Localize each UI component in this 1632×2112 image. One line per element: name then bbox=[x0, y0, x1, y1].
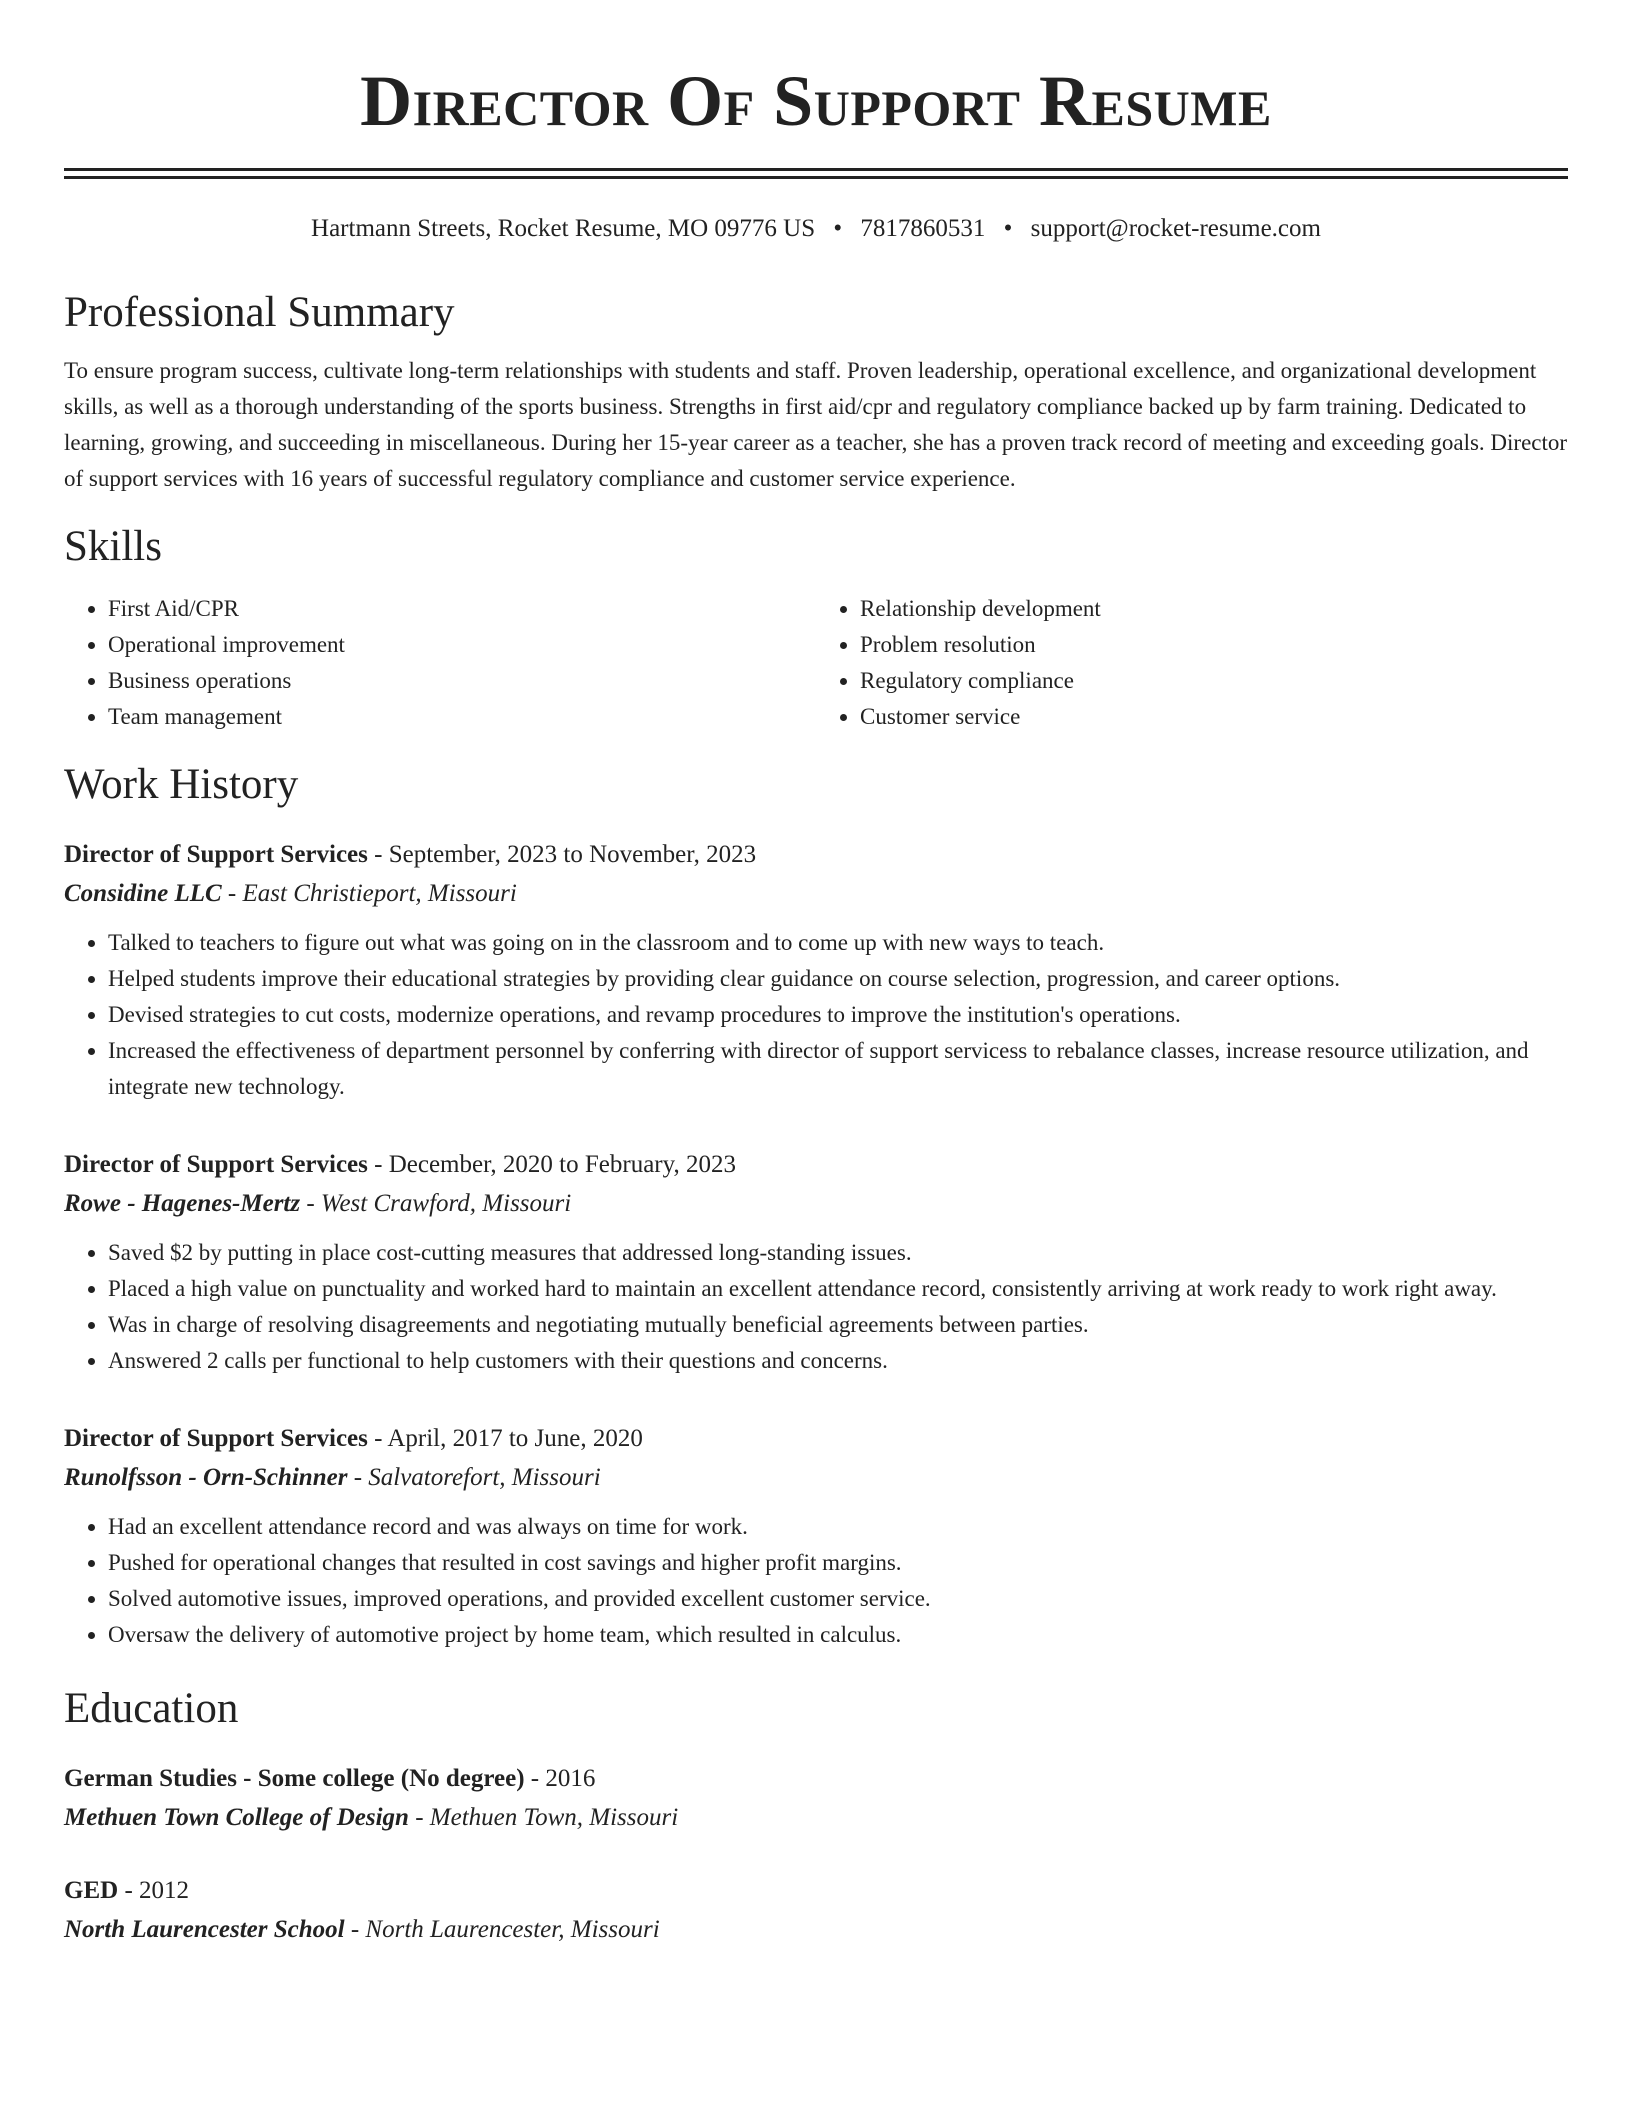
skills-left-column bbox=[64, 591, 816, 735]
skills-columns bbox=[64, 591, 1568, 735]
education-entry bbox=[64, 1871, 1568, 1949]
skill-item: • Customer service bbox=[860, 699, 1568, 735]
resume-page bbox=[64, 0, 1568, 1949]
job-bullet: • Helped students improve their educational strategies by providing clear guidance on course selection, progression, and career options. bbox=[108, 961, 1568, 997]
skill-item: • Relationship development bbox=[860, 591, 1568, 627]
job-title-line bbox=[64, 1145, 1568, 1185]
job-bullets bbox=[64, 1509, 1568, 1653]
summary-section bbox=[64, 285, 1568, 497]
job-entry bbox=[64, 835, 1568, 1105]
job-title: Director of Support Services bbox=[64, 841, 368, 868]
job-entry bbox=[64, 1145, 1568, 1379]
job-company-line bbox=[64, 1459, 1568, 1497]
job-location: - Salvatorefort, Missouri bbox=[347, 1464, 601, 1491]
job-bullet: • Increased the effectiveness of department personnel by conferring with director of support servicess to rebalance classes, increase resource utilization, and integrate new technology. bbox=[108, 1033, 1568, 1105]
job-company: Rowe - Hagenes-Mertz bbox=[64, 1190, 301, 1217]
summary-text: To ensure program success, cultivate long-term relationships with students and staff. Proven leadership, operational excellence, and organizational development skills, as well as a thorough understanding of the sports business. Strengths in first aid/cpr and regulatory compliance backed up by farm training. Dedicated to learning, growing, and succeeding in miscellaneous. During her 15-year career as a teacher, she has a proven track record of meeting and exceeding goals. Director of support services with 16 years of successful regulatory compliance and customer service experience. bbox=[64, 358, 1568, 491]
contact-email: support@rocket-resume.com bbox=[1030, 215, 1321, 242]
job-bullets bbox=[64, 1235, 1568, 1379]
education-school-line bbox=[64, 1799, 1568, 1837]
job-title-line bbox=[64, 835, 1568, 875]
education-school-line bbox=[64, 1911, 1568, 1949]
skill-item: • First Aid/CPR bbox=[108, 591, 816, 627]
job-dates: - December, 2020 to February, 2023 bbox=[367, 1151, 736, 1178]
education-year: - 2016 bbox=[524, 1765, 596, 1792]
contact-address: Hartmann Streets, Rocket Resume, MO 09776 US bbox=[311, 215, 816, 242]
education-location: - Methuen Town, Missouri bbox=[408, 1804, 679, 1831]
job-bullet: • Oversaw the delivery of automotive project by home team, which resulted in calculus. bbox=[108, 1617, 1568, 1653]
job-bullet: • Devised strategies to cut costs, modernize operations, and revamp procedures to improve the institution's operations. bbox=[108, 997, 1568, 1033]
education-location: - North Laurencester, Missouri bbox=[344, 1916, 660, 1943]
job-location: - West Crawford, Missouri bbox=[300, 1190, 572, 1217]
contact-phone: 7817860531 bbox=[860, 215, 986, 242]
job-company-line bbox=[64, 1185, 1568, 1223]
skill-item: • Regulatory compliance bbox=[860, 663, 1568, 699]
job-title: Director of Support Services bbox=[64, 1425, 368, 1452]
job-entry bbox=[64, 1419, 1568, 1653]
job-title-line bbox=[64, 1419, 1568, 1459]
job-dates: - September, 2023 to November, 2023 bbox=[367, 841, 757, 868]
education-school: North Laurencester School bbox=[64, 1916, 345, 1943]
summary-heading: Professional Summary bbox=[64, 289, 455, 336]
skills-heading: Skills bbox=[64, 523, 162, 570]
skill-item: • Operational improvement bbox=[108, 627, 816, 663]
job-bullet: • Saved $2 by putting in place cost-cutting measures that addressed long-standing issues. bbox=[108, 1235, 1568, 1271]
job-bullets bbox=[64, 925, 1568, 1105]
education-heading: Education bbox=[64, 1685, 239, 1732]
resume-title: Director Of Support Resume bbox=[360, 61, 1272, 141]
education-degree: German Studies - Some college (No degree) bbox=[64, 1765, 525, 1792]
skill-item: • Team management bbox=[108, 699, 816, 735]
job-bullet: • Pushed for operational changes that resulted in cost savings and higher profit margins. bbox=[108, 1545, 1568, 1581]
education-year: - 2012 bbox=[118, 1877, 190, 1904]
contact-separator: • bbox=[1003, 215, 1013, 242]
job-bullet: • Was in charge of resolving disagreements and negotiating mutually beneficial agreements between parties. bbox=[108, 1307, 1568, 1343]
skills-section bbox=[64, 519, 1568, 735]
job-bullet: • Placed a high value on punctuality and worked hard to maintain an excellent attendance record, consistently arriving at work ready to work right away. bbox=[108, 1271, 1568, 1307]
contact-separator: • bbox=[833, 215, 843, 242]
education-degree-line bbox=[64, 1871, 1568, 1911]
work-history-heading: Work History bbox=[64, 761, 299, 808]
job-company-line bbox=[64, 875, 1568, 913]
skills-right-column bbox=[816, 591, 1568, 735]
education-entry bbox=[64, 1759, 1568, 1837]
contact-line bbox=[64, 213, 1568, 245]
job-dates: - April, 2017 to June, 2020 bbox=[367, 1425, 643, 1452]
job-company: Considine LLC bbox=[64, 880, 222, 907]
education-school: Methuen Town College of Design bbox=[64, 1804, 409, 1831]
title-divider bbox=[64, 168, 1568, 179]
skill-item: • Problem resolution bbox=[860, 627, 1568, 663]
job-bullet: • Had an excellent attendance record and was always on time for work. bbox=[108, 1509, 1568, 1545]
job-company: Runolfsson - Orn-Schinner bbox=[64, 1464, 348, 1491]
skill-item: • Business operations bbox=[108, 663, 816, 699]
job-location: - East Christieport, Missouri bbox=[221, 880, 517, 907]
job-bullet: • Solved automotive issues, improved operations, and provided excellent customer service. bbox=[108, 1581, 1568, 1617]
job-bullet: • Talked to teachers to figure out what was going on in the classroom and to come up with new ways to teach. bbox=[108, 925, 1568, 961]
education-degree-line bbox=[64, 1759, 1568, 1799]
job-title: Director of Support Services bbox=[64, 1151, 368, 1178]
job-bullet: • Answered 2 calls per functional to help customers with their questions and concerns. bbox=[108, 1343, 1568, 1379]
work-history-section bbox=[64, 757, 1568, 1653]
education-degree: GED bbox=[64, 1877, 119, 1904]
education-section bbox=[64, 1681, 1568, 1949]
